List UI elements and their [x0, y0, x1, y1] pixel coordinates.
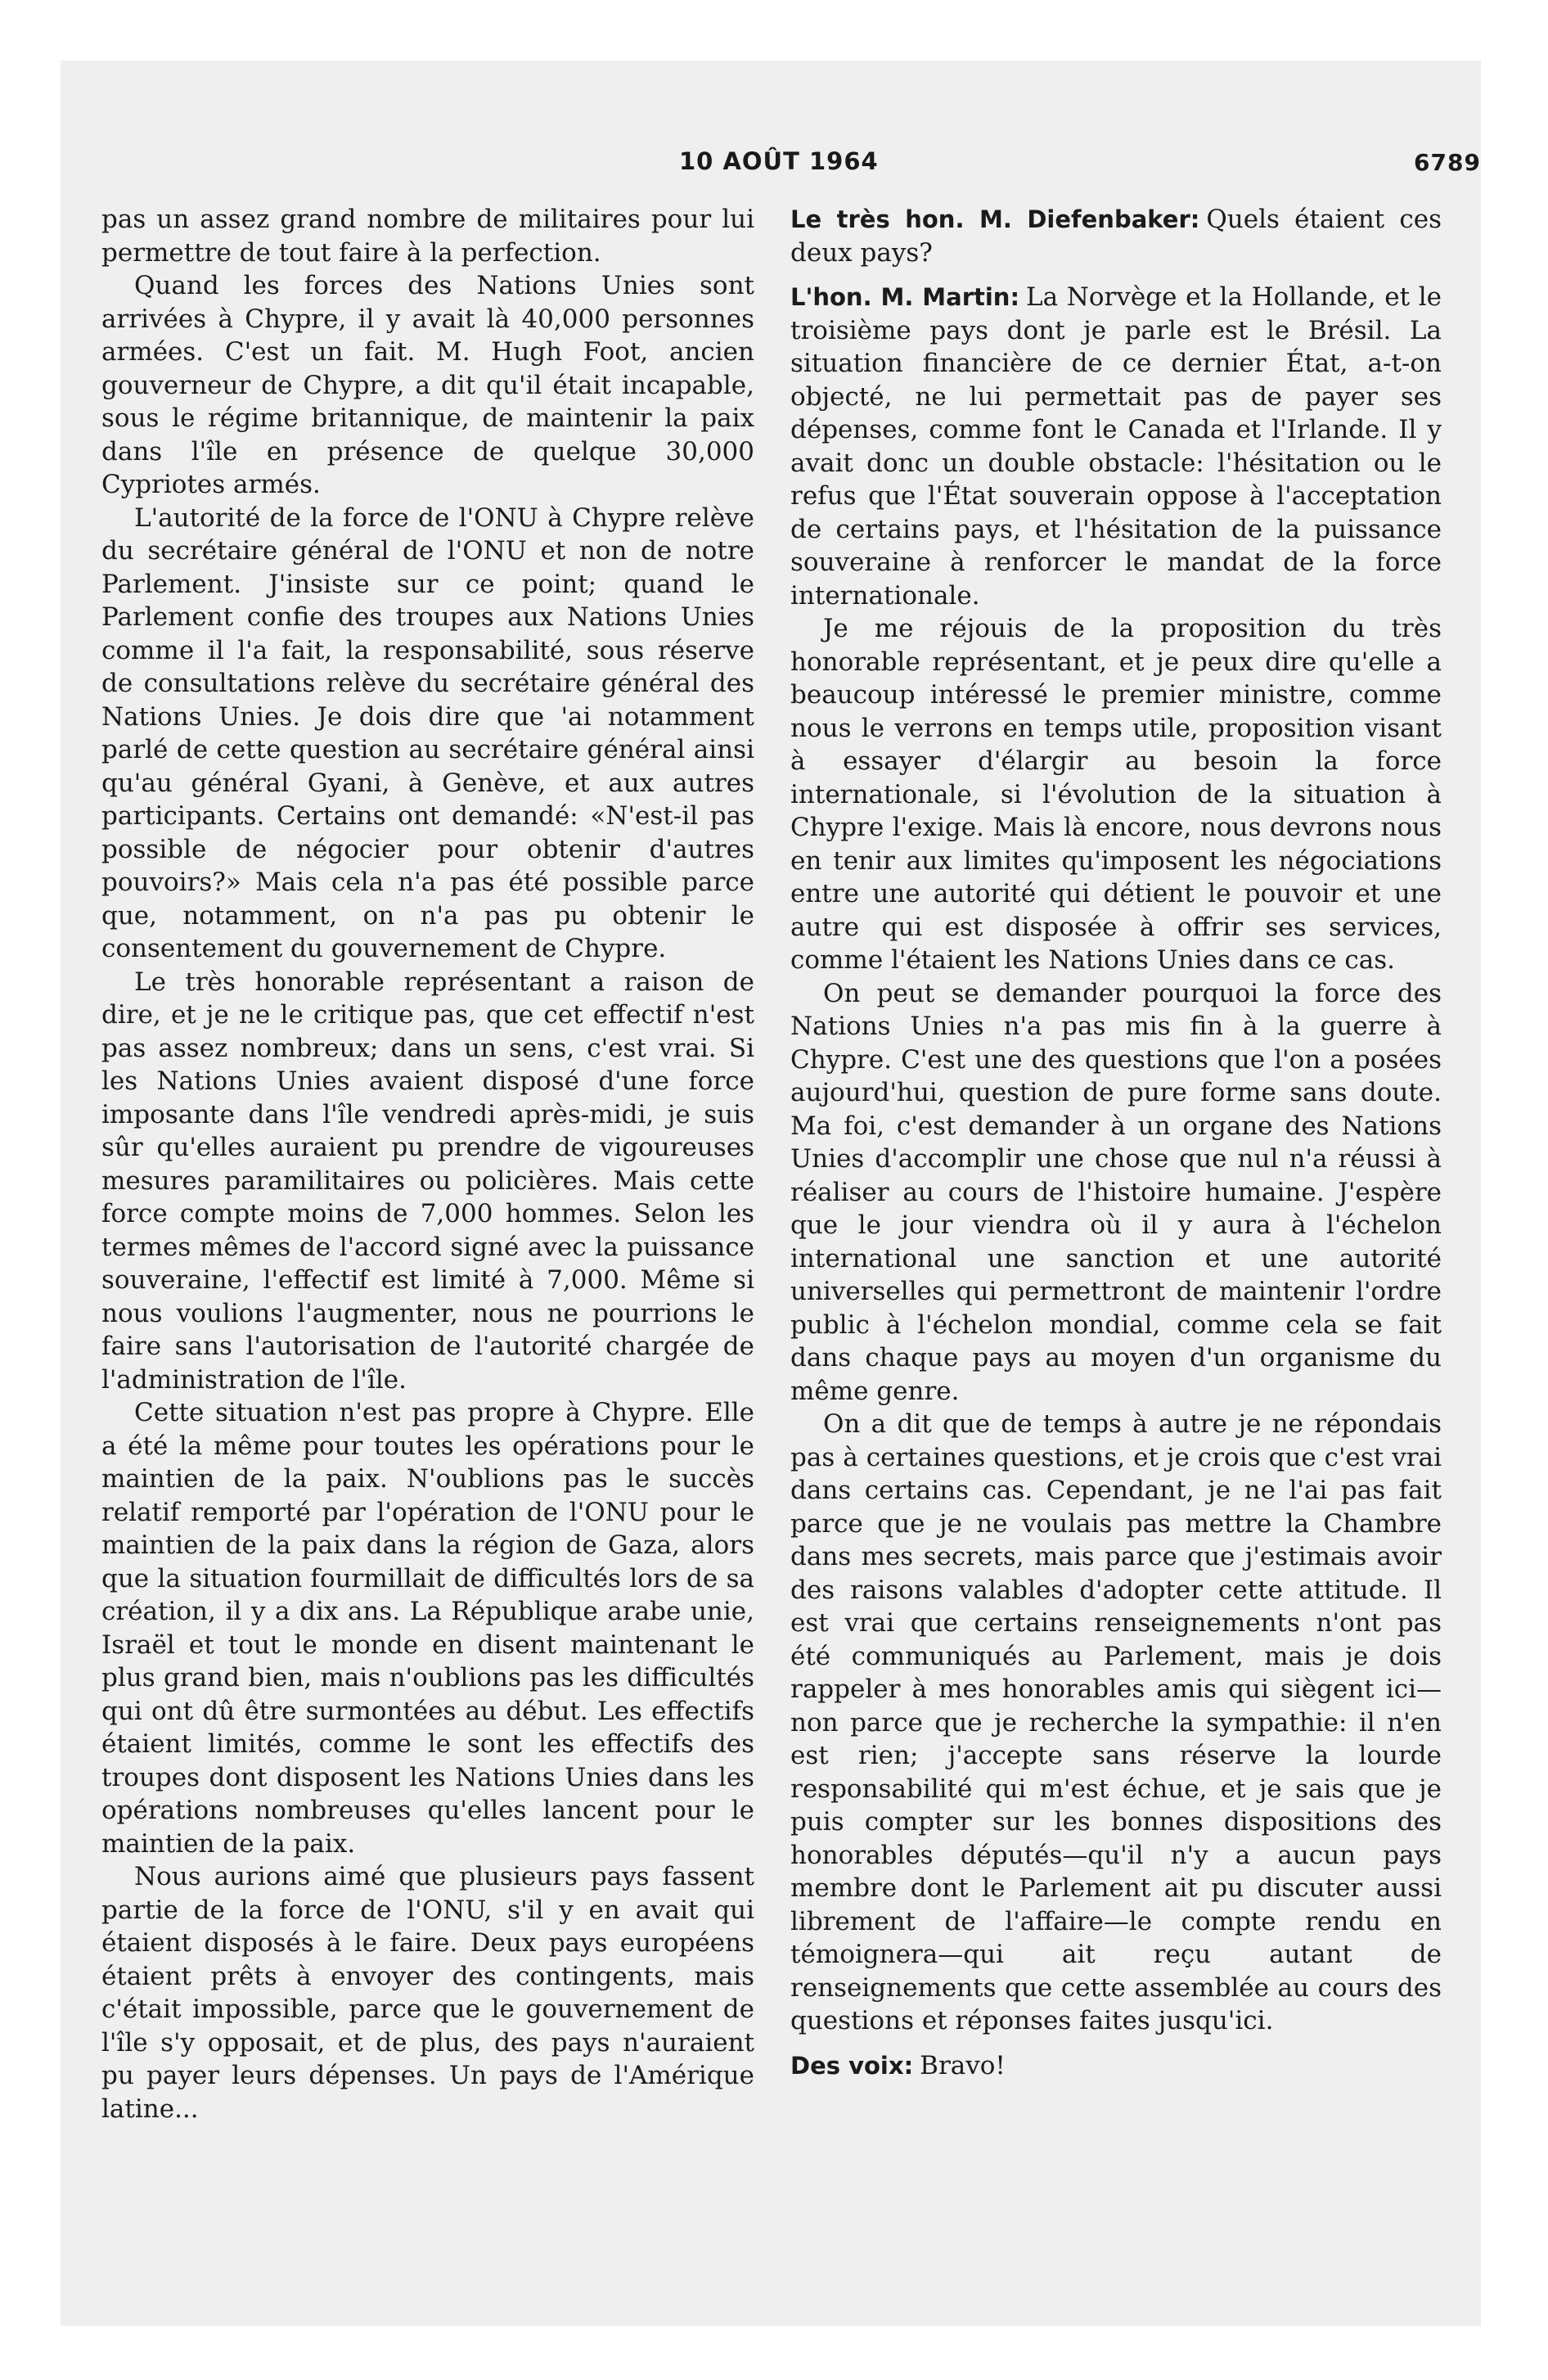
speaker-name: Des voix:	[790, 2051, 914, 2080]
exchange-voices	[790, 2049, 1442, 2083]
speech-text: Quels étaient ces deux pays?	[790, 205, 1442, 268]
paragraph: Le très honorable représentant a raison de dire, et je ne le critique pas, que cet effectif n'est pas assez nombreux; dans un sens, c'est vrai. Si les Nations Unies avaient disposé d'une force imposante dans l'île vendredi après-midi, je suis sûr qu'elles auraient pu prendre de vigoureuses mesures paramilitaires ou policières. Mais cette force compte moins de 7,000 hommes. Selon les termes mêmes de l'accord signé avec la puissance souveraine, l'effectif est limité à 7,000. Même si nous voulions l'augmenter, nous ne pourrions le faire sans l'autorisation de l'autorité chargée de l'administration de l'île.	[101, 967, 754, 1395]
paragraph: pas un assez grand nombre de militaires pour lui permettre de tout faire à la perfection.	[101, 205, 754, 268]
speech-text: La Norvège et la Hollande, et le troisième pays dont je parle est le Brésil. La situation financière de ce dernier État, a-t-on objecté, ne lui permettait pas de payer ses dépenses, comme font le Canada et l'Irlande. Il y avait donc un double obstacle: l'hésitation ou le refus que l'État souverain oppose à l'acceptation de certains pays, et l'hésitation de la puissance souveraine à renforcer le mandat de la force internationale.	[790, 282, 1442, 611]
exchange-martin	[790, 281, 1442, 612]
right-column	[790, 203, 1442, 2094]
paragraph: Nous aurions aimé que plusieurs pays fassent partie de la force de l'ONU, s'il y en avait qui étaient disposés à le faire. Deux pays européens étaient prêts à envoyer des contingents, mais c'était impossible, parce que le gouvernement de l'île s'y opposait, et de plus, des pays n'auraient pu payer leurs dépenses. Un pays de l'Amérique latine...	[101, 1862, 754, 2124]
paragraph: L'autorité de la force de l'ONU à Chypre relève du secrétaire général de l'ONU et non de notre Parlement. J'insiste sur ce point; quand le Parlement confie des troupes aux Nations Unies comme il l'a fait, la responsabilité, sous réserve de consultations relève du secrétaire général des Nations Unies. Je dois dire que 'ai notamment parlé de cette question au secrétaire général ainsi qu'au général Gyani, à Genève, et aux autres participants. Certains ont demandé: «N'est-il pas possible de négocier pour obtenir d'autres pouvoirs?» Mais cela n'a pas été possible parce que, notamment, on n'a pas pu obtenir le consentement du gouvernement de Chypre.	[101, 503, 754, 963]
left-column	[101, 203, 754, 2125]
paragraph: Quand les forces des Nations Unies sont arrivées à Chypre, il y avait là 40,000 personnes armées. C'est un fait. M. Hugh Foot, ancien gouverneur de Chypre, a dit qu'il était incapable, sous le régime britannique, de maintenir la paix dans l'île en présence de quelque 30,000 Cypriotes armés.	[101, 271, 754, 499]
exchange-diefenbaker	[790, 203, 1442, 269]
paragraph: Cette situation n'est pas propre à Chypre. Elle a été la même pour toutes les opérations pour le maintien de la paix. N'oublions pas le succès relatif remporté par l'opération de l'ONU pour le maintien de la paix dans la région de Gaza, alors que la situation fourmillait de difficultés lors de sa création, il y a dix ans. La République arabe unie, Israël et tout le monde en disent maintenant le plus grand bien, mais n'oublions pas les difficultés qui ont dû être surmontées au début. Les effectifs étaient limités, comme le sont les effectifs des troupes dont disposent les Nations Unies dans les opérations nombreuses qu'elles lancent pour le maintien de la paix.	[101, 1398, 754, 1859]
page-number: 6789	[1414, 149, 1481, 176]
speaker-name: Le très hon. M. Diefenbaker:	[790, 205, 1200, 233]
header-date: 10 AOÛT 1964	[679, 147, 879, 175]
paragraph: On a dit que de temps à autre je ne répondais pas à certaines questions, et je crois que c'est vrai dans certains cas. Cependant, je ne l'ai pas fait parce que je ne voulais pas mettre la Chambre dans mes secrets, mais parce que j'estimais avoir des raisons valables d'adopter cette attitude. Il est vrai que certains renseignements n'ont pas été communiqués au Parlement, mais je dois rappeler à mes honorables amis qui siègent ici—non parce que je recherche la sympathie: il n'en est rien; j'accepte sans réserve la lourde responsabilité qui m'est échue, et je sais que je puis compter sur les bonnes dispositions des honorables députés—qu'il n'y a aucun pays membre dont le Parlement ait pu discuter aussi librement de l'affaire—le compte rendu en témoignera—qui ait reçu autant de renseignements que cette assemblée au cours des questions et réponses faites jusqu'ici.	[790, 1409, 1442, 2035]
speaker-name: L'hon. M. Martin:	[790, 283, 1020, 311]
paragraph: On peut se demander pourquoi la force des Nations Unies n'a pas mis fin à la guerre à Chypre. C'est une des questions que l'on a posées aujourd'hui, question de pure forme sans doute. Ma foi, c'est demander à un organe des Nations Unies d'accomplir une chose que nul n'a réussi à réaliser au cours de l'histoire humaine. J'espère que le jour viendra où il y aura à l'échelon international une sanction et une autorité universelles qui permettront de maintenir l'ordre public à l'échelon mondial, comme cela se fait dans chaque pays au moyen d'un organisme du même genre.	[790, 978, 1442, 1406]
page-header	[0, 90, 1548, 176]
speech-text: Bravo!	[920, 2050, 1006, 2080]
paragraph: Je me réjouis de la proposition du très honorable représentant, et je peux dire qu'elle a beaucoup intéressé le premier ministre, comme nous le verrons en temps utile, proposition visant à essayer d'élargir au besoin la force internationale, si l'évolution de la situation à Chypre l'exige. Mais là encore, nous devrons nous en tenir aux limites qu'imposent les négociations entre une autorité qui détient le pouvoir et une autre qui est disposée à offrir ses services, comme l'étaient les Nations Unies dans ce cas.	[790, 614, 1442, 975]
